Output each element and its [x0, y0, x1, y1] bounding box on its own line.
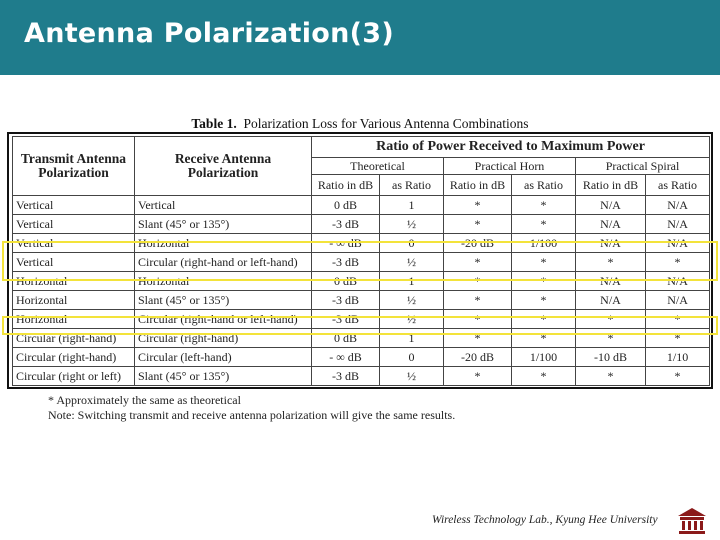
value-cell: *	[512, 367, 576, 386]
value-cell: 0	[380, 348, 444, 367]
value-cell: N/A	[646, 291, 710, 310]
table-row	[13, 272, 710, 291]
value-cell: - ∞ dB	[312, 348, 380, 367]
value-cell: ½	[380, 215, 444, 234]
table-row	[13, 234, 710, 253]
header-as-ratio: as Ratio	[380, 175, 444, 196]
slide-title: Antenna Polarization(3)	[24, 18, 395, 49]
value-cell: N/A	[646, 272, 710, 291]
value-cell: 1	[380, 196, 444, 215]
transmit-cell: Vertical	[13, 253, 135, 272]
university-logo-icon	[676, 506, 708, 536]
switching-note: Note: Switching transmit and receive antenna polarization will give the same results.	[48, 408, 456, 422]
value-cell: *	[512, 253, 576, 272]
value-cell: *	[576, 253, 646, 272]
receive-cell: Slant (45° or 135°)	[135, 367, 312, 386]
value-cell: *	[576, 329, 646, 348]
transmit-cell: Vertical	[13, 234, 135, 253]
receive-cell: Vertical	[135, 196, 312, 215]
table-row	[13, 329, 710, 348]
transmit-cell: Vertical	[13, 215, 135, 234]
header-receive: Receive Antenna Polarization	[135, 137, 312, 196]
value-cell: 0	[380, 234, 444, 253]
value-cell: ½	[380, 253, 444, 272]
value-cell: *	[444, 291, 512, 310]
value-cell: -3 dB	[312, 310, 380, 329]
header-as-ratio: as Ratio	[512, 175, 576, 196]
header-ratio-group: Ratio of Power Received to Maximum Power	[312, 137, 710, 158]
transmit-cell: Circular (right or left)	[13, 367, 135, 386]
value-cell: *	[512, 272, 576, 291]
value-cell: *	[444, 196, 512, 215]
value-cell: 1	[380, 329, 444, 348]
value-cell: *	[444, 367, 512, 386]
transmit-cell: Horizontal	[13, 310, 135, 329]
value-cell: N/A	[646, 215, 710, 234]
value-cell: *	[646, 329, 710, 348]
value-cell: N/A	[576, 234, 646, 253]
value-cell: 1/10	[646, 348, 710, 367]
transmit-cell: Horizontal	[13, 272, 135, 291]
value-cell: *	[512, 196, 576, 215]
table-body	[13, 196, 710, 386]
table-caption	[0, 116, 720, 132]
value-cell: -10 dB	[576, 348, 646, 367]
value-cell: -3 dB	[312, 253, 380, 272]
polarization-table-frame	[7, 132, 713, 389]
value-cell: *	[576, 367, 646, 386]
value-cell: ½	[380, 367, 444, 386]
receive-cell: Horizontal	[135, 234, 312, 253]
value-cell: *	[512, 310, 576, 329]
header-ratio-db: Ratio in dB	[312, 175, 380, 196]
footer-credit: Wireless Technology Lab., Kyung Hee University	[432, 514, 658, 526]
receive-cell: Horizontal	[135, 272, 312, 291]
header-as-ratio: as Ratio	[646, 175, 710, 196]
value-cell: *	[444, 310, 512, 329]
title-bar	[0, 0, 720, 75]
header-theoretical: Theoretical	[312, 158, 444, 175]
value-cell: *	[646, 253, 710, 272]
value-cell: *	[512, 215, 576, 234]
value-cell: 1	[380, 272, 444, 291]
table-row	[13, 348, 710, 367]
value-cell: -3 dB	[312, 291, 380, 310]
value-cell: N/A	[576, 215, 646, 234]
table-row	[13, 253, 710, 272]
receive-cell: Circular (right-hand or left-hand)	[135, 253, 312, 272]
value-cell: N/A	[646, 196, 710, 215]
value-cell: -3 dB	[312, 367, 380, 386]
asterisk-note: * Approximately the same as theoretical	[48, 393, 241, 407]
table-row	[13, 196, 710, 215]
value-cell: N/A	[576, 291, 646, 310]
table-row	[13, 291, 710, 310]
receive-cell: Circular (left-hand)	[135, 348, 312, 367]
table-caption-text: Polarization Loss for Various Antenna Combinations	[243, 116, 529, 131]
table-row	[13, 310, 710, 329]
receive-cell: Slant (45° or 135°)	[135, 291, 312, 310]
value-cell: *	[576, 310, 646, 329]
value-cell: *	[444, 329, 512, 348]
receive-cell: Circular (right-hand or left-hand)	[135, 310, 312, 329]
value-cell: N/A	[646, 234, 710, 253]
value-cell: -20 dB	[444, 348, 512, 367]
value-cell: 0 dB	[312, 329, 380, 348]
value-cell: - ∞ dB	[312, 234, 380, 253]
value-cell: -3 dB	[312, 215, 380, 234]
transmit-cell: Horizontal	[13, 291, 135, 310]
value-cell: 0 dB	[312, 196, 380, 215]
value-cell: N/A	[576, 272, 646, 291]
table-caption-number: Table 1.	[191, 116, 237, 131]
value-cell: 1/100	[512, 234, 576, 253]
polarization-loss-table	[12, 136, 710, 386]
receive-cell: Circular (right-hand)	[135, 329, 312, 348]
value-cell: -20 dB	[444, 234, 512, 253]
value-cell: ½	[380, 291, 444, 310]
receive-cell: Slant (45° or 135°)	[135, 215, 312, 234]
value-cell: *	[646, 310, 710, 329]
value-cell: *	[444, 215, 512, 234]
header-transmit: Transmit Antenna Polarization	[13, 137, 135, 196]
value-cell: *	[444, 272, 512, 291]
value-cell: *	[512, 329, 576, 348]
header-practical-horn: Practical Horn	[444, 158, 576, 175]
table-row	[13, 367, 710, 386]
header-ratio-db: Ratio in dB	[576, 175, 646, 196]
value-cell: ½	[380, 310, 444, 329]
value-cell: *	[512, 291, 576, 310]
header-practical-spiral: Practical Spiral	[576, 158, 710, 175]
value-cell: N/A	[576, 196, 646, 215]
value-cell: *	[444, 253, 512, 272]
transmit-cell: Vertical	[13, 196, 135, 215]
transmit-cell: Circular (right-hand)	[13, 348, 135, 367]
value-cell: 0 dB	[312, 272, 380, 291]
value-cell: 1/100	[512, 348, 576, 367]
table-row	[13, 215, 710, 234]
transmit-cell: Circular (right-hand)	[13, 329, 135, 348]
header-ratio-db: Ratio in dB	[444, 175, 512, 196]
value-cell: *	[646, 367, 710, 386]
